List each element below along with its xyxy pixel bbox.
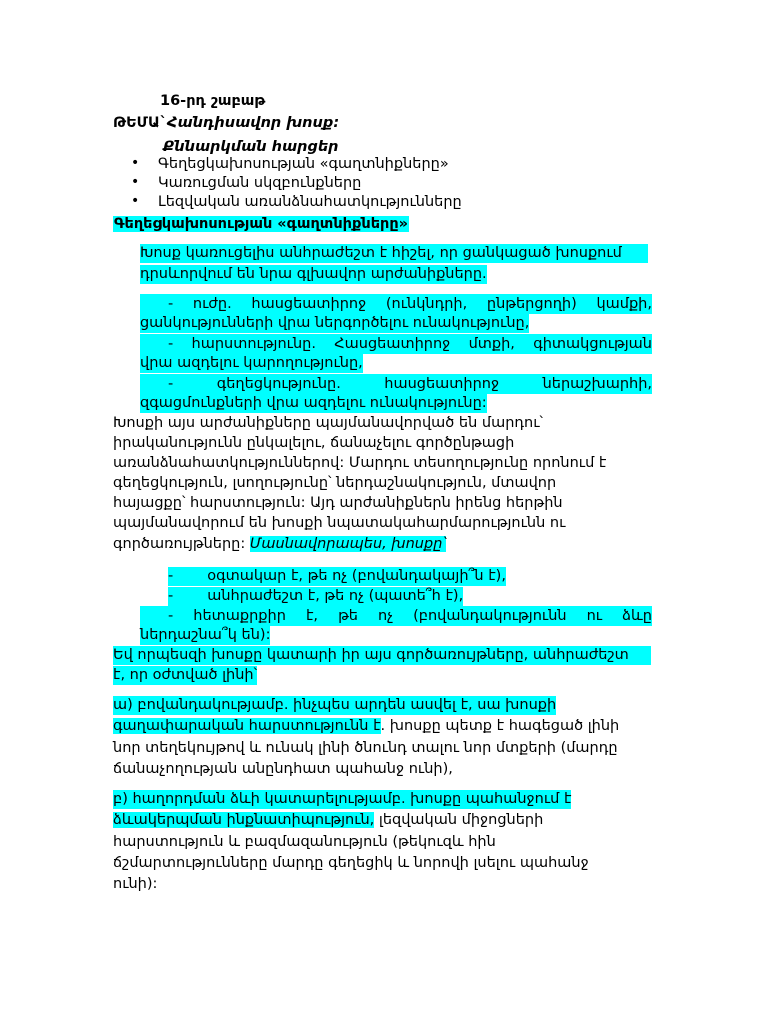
- paragraph-a-line: ճանաչողության անընդհատ պահանջ ունի),: [113, 761, 453, 777]
- week-label: 16-րդ շաբաթ: [160, 93, 266, 109]
- dash: -: [168, 568, 174, 584]
- bullet-icon: •: [131, 193, 140, 209]
- word: է,: [305, 608, 319, 624]
- paragraph-b-line: ունի):: [113, 876, 158, 892]
- word: մտքի,: [468, 336, 515, 352]
- paragraph-a-line: ա) բովանդակությամբ. ինչպես արդեն ասվել է, սա խոսքի: [113, 697, 557, 713]
- word: գիտակցության: [533, 336, 652, 352]
- highlighted-text: Մասնավորապես, խոսքը՝: [249, 536, 446, 552]
- word: թե: [338, 608, 358, 624]
- list-item-cont: ներդաշնա՞կ են):: [140, 627, 271, 643]
- paragraph-line: Խոսքի այս արժանիքները պայմանավորված են մարդու՝: [113, 415, 543, 431]
- word: կամքի,: [596, 296, 652, 312]
- theme-label: ԹԵՄԱ`: [113, 115, 168, 131]
- word: Հասցեատիրոջ: [334, 336, 451, 352]
- conclusion-line: է, որ օժտված լինի՝: [113, 667, 258, 683]
- dash: -: [168, 588, 174, 604]
- word: ներաշխարհի,: [542, 376, 652, 392]
- dash: -: [168, 336, 174, 352]
- list-item: Կառուցման սկզբունքները: [158, 175, 362, 191]
- word: (բովանդակությունն: [413, 608, 567, 624]
- paragraph-a-line: [113, 717, 619, 736]
- word: ընթերցողի): [486, 296, 577, 312]
- dash: -: [168, 296, 174, 312]
- text: օգտակար է, թե ոչ (բովանդակայի՞ն է),: [207, 568, 506, 584]
- list-item: Լեզվական առանձնահատկությունները: [158, 194, 462, 210]
- list-item: [168, 375, 652, 394]
- section-heading: Գեղեցկախոսության «գաղտնիքները»: [114, 216, 408, 232]
- paragraph-line: [113, 535, 446, 554]
- theme-title: Հանդիսավոր խոսք:: [167, 115, 340, 131]
- dash: -: [168, 608, 174, 624]
- list-item: [168, 607, 652, 626]
- intro-line: դրսևորվում են նրա գլխավոր արժանիքները.: [140, 266, 487, 282]
- word: հասցեատիրոջ: [384, 376, 500, 392]
- list-item-cont: վրա ազդելու կարողությունը,: [140, 355, 363, 371]
- word: հասցեատիրոջ: [251, 296, 367, 312]
- bullet-icon: •: [131, 155, 140, 171]
- text: անհրաժեշտ է, թե ոչ (պատե՞հ է),: [207, 588, 464, 604]
- highlighted-text: ձևակերպման ինքնատիպություն,: [113, 812, 375, 828]
- text: լեզվական միջոցների: [374, 812, 544, 828]
- paragraph-b-line: [113, 811, 543, 830]
- paragraph-line: առանձնահատկություններով: Մարդու տեսողությունը որոնում է: [113, 455, 607, 471]
- list-item: [168, 587, 463, 606]
- word: հետաքրքիր: [193, 608, 286, 624]
- word: ձևը: [622, 608, 652, 624]
- bullet-icon: •: [131, 174, 140, 190]
- list-item: Գեղեցկախոսության «գաղտնիքները»: [158, 156, 449, 172]
- intro-line: Խոսք կառուցելիս անհրաժեշտ է հիշել, որ ցանկացած խոսքում: [140, 244, 648, 263]
- paragraph-b-line: բ) հաղորդման ձևի կատարելությամբ. խոսքը պահանջում է: [113, 791, 572, 807]
- list-item: [168, 335, 652, 354]
- paragraph-b-line: հարստություն և բազմազանություն (թեկուզև հին: [113, 834, 496, 850]
- word: հարստությունը.: [191, 336, 316, 352]
- word: գեղեցկությունը.: [216, 376, 341, 392]
- paragraph-line: հայացքը՝ հարստություն: Այդ արժանիքներն իրենց հերթին: [113, 495, 563, 511]
- paragraph-line: պայմանավորում են խոսքի նպատակահարմարությունն ու: [113, 515, 566, 531]
- word: ուժը.: [192, 296, 232, 312]
- list-item-cont: զգացմունքների վրա ազդելու ունակությունը:: [140, 395, 487, 411]
- dash: -: [168, 376, 174, 392]
- word: ու: [586, 608, 603, 624]
- theme-line: [113, 115, 339, 131]
- list-item-cont: ցանկությունների վրա ներգործելու ունակությունը,: [140, 315, 530, 331]
- highlighted-text: գաղափարական հարստությունն է: [113, 718, 381, 734]
- word: ոչ: [378, 608, 394, 624]
- paragraph-line: գեղեցկություն, լսողությունը՝ ներդաշնակություն, մտավոր: [113, 475, 557, 491]
- list-item: [168, 567, 506, 586]
- conclusion-line: Եվ որպեսզի խոսքը կատարի իր այս գործառույթները, անհրաժեշտ: [113, 646, 651, 665]
- text: գործառույթները:: [113, 536, 246, 552]
- paragraph-a-line: նոր տեղեկույթով և ունակ լինի ծնունդ տալու նոր մտքերի (մարդը: [113, 740, 618, 756]
- paragraph-b-line: ճշմարտությունները մարդը գեղեցիկ և նորովի լսելու պահանջ: [113, 855, 589, 871]
- word: (ունկնդրի,: [385, 296, 468, 312]
- text: . խոսքը պետք է հագեցած լինի: [380, 718, 620, 734]
- paragraph-line: իրականությունն ընկալելու, ճանաչելու գործընթացի: [113, 435, 515, 451]
- list-item: [168, 295, 652, 314]
- questions-title: Քննարկման հարցեր: [163, 139, 339, 155]
